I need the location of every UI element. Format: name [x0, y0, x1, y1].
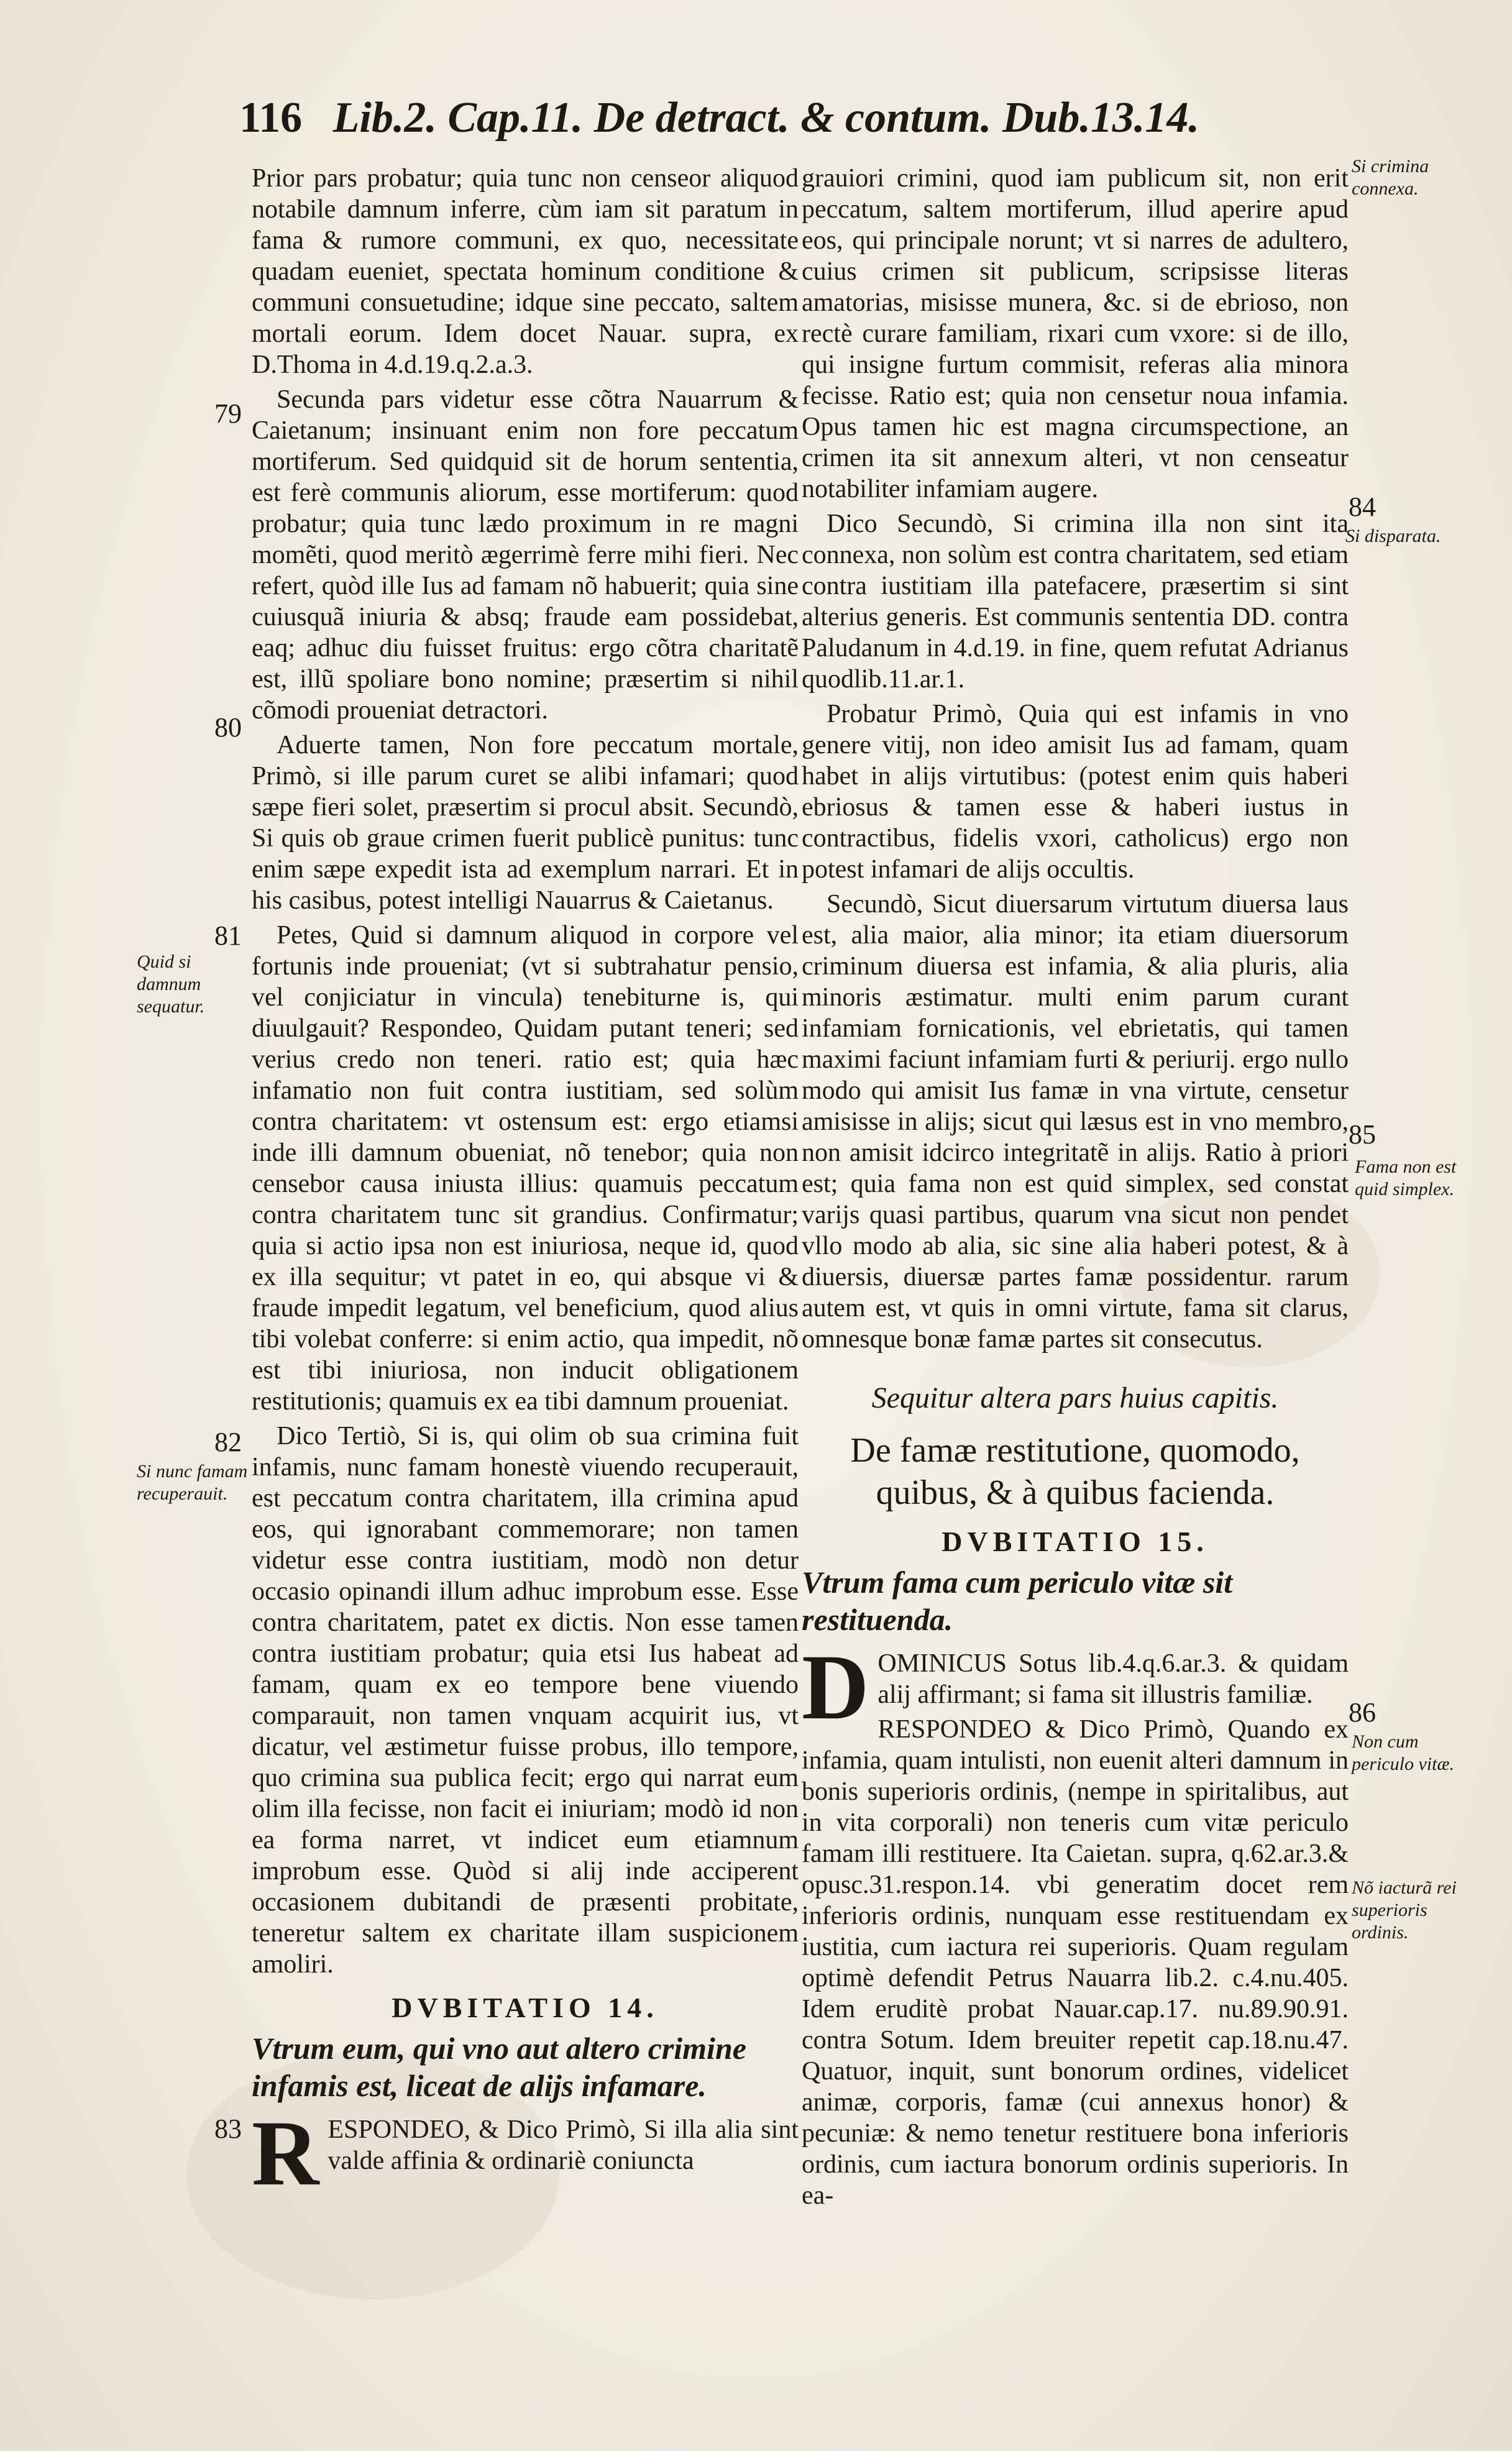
paragraph: Probatur Primò, Quia qui est infamis in vno genere vitij, non ideo amisit Ius ad famam, quam habet in alijs virtutibus: (potest enim quis haberi ebriosus & tamen esse & haberi iustus in contractibus, fidelis vxori, catholicus) ergo non potest infamari de alijs occultis.	[802, 700, 1349, 884]
page-number: 116	[239, 94, 303, 142]
opening-text: ESPONDEO, & Dico Primò, Si illa alia sint valde affinia & ordinariè coniuncta	[328, 2115, 799, 2175]
dubitatio-15-question: Vtrum fama cum periculo vitæ sit restituenda.	[802, 1565, 1233, 1637]
paragraph: Petes, Quid si damnum aliquod in corpore vel fortunis inde proueniat; (vt si subtrahatur pensio, vel conjiciatur in vincula) tenebiturne is, qui diuulgauit? Respondeo, Quidam putant teneri; sed verius credo non teneri. ratio est; quia hæc infamatio non fuit contra iustitiam, sed solùm contra charitatem: vt ostensum est: ergo etiamsi inde illi damnum obueniat, nõ tenebor; quia non censebor causa iniusta illius: quamuis peccatum contra charitatem tunc sit grandius. Confirmatur; quia si actio ipsa non est iniuriosa, neque id, quod ex illa sequitur; vt patet in eo, qui absque vi & fraude impedit legatum, vel beneficium, quod alius tibi volebat conferre: si enim actio, qua impedit, nõ est tibi iniuriosa, non inducit obligationem restitutionis; quamuis ex ea tibi damnum proueniat.	[252, 921, 799, 1416]
dubitatio-14-question: Vtrum eum, qui vno aut altero crimine infamis est, liceat de alijs infamare.	[252, 2031, 746, 2103]
margin-note: Non cum periculo vitæ.	[1352, 1731, 1454, 1774]
dubitatio-14-opening	[252, 2102, 799, 2205]
margin-note: Si crimina connexa.	[1352, 156, 1429, 199]
running-title: Lib.2. Cap.11. De detract. & contum. Dub.13.14.	[332, 94, 1199, 142]
paragraph: grauiori crimini, quod iam publicum sit, non erit peccatum, saltem mortiferum, illud aperire apud eos, qui principale norunt; vt si narres de adultero, cuius crimen sit publicum, scripsisse literas amatorias, misisse munera, &c. si de ebrioso, non rectè curare familiam, rixari cum vxore: si de illo, qui insigne furtum commisit, referas alia minora fecisse. Ratio est; quia non censetur noua infamia. Opus tamen hic est magna circumspectione, an crimen ita sit annexum alteri, vt non censeatur notabiliter infamiam augere.	[802, 164, 1349, 503]
margin-number: 83	[214, 2114, 242, 2144]
margin-note: Si disparata.	[1345, 526, 1441, 546]
drop-cap: R	[252, 2102, 319, 2205]
running-header	[239, 93, 1271, 149]
dubitatio-15-opening	[802, 1636, 1349, 1739]
margin-note: Si nunc famam recuperauit.	[137, 1461, 248, 1504]
margin-number: 85	[1349, 1119, 1376, 1150]
left-column	[252, 163, 799, 2205]
paragraph: Secunda pars videtur esse cõtra Nauarrum & Caietanum; insinuant enim non fore peccatum mortiferum. Sed quidquid sit de horum sententia, est ferè communis aliorum, esse mortiferum: quod probatur; quia tunc lædo proximum in re magni momẽti, quod meritò ægerrimè ferre mihi fieri. Nec refert, quòd ille Ius ad famam nõ habuerit; quia sine cuiusquã iniuria & absq; fraude eam possidebat, eaq; adhuc diu fuisset fruitus: ergo cõtra charitatẽ est, illũ spoliare bono nomine; præsertim si nihil cõmodi proueniat detractori.	[252, 385, 799, 725]
dubitatio-14-title: DVBITATIO 14.	[392, 1992, 659, 2023]
margin-note: Quid si damnum sequatur.	[137, 951, 205, 1017]
margin-number: 82	[214, 1427, 242, 1457]
right-column	[802, 163, 1349, 2210]
paragraph: Aduerte tamen, Non fore peccatum mortale, Primò, si ille parum curet se alibi infamari; quod sæpe fieri solet, præsertim si procul absit. Secundò, Si quis ob graue crimen fuerit publicè punitus: tunc enim sæpe expedit ista ad exemplum narrari. Et in his casibus, potest intelligi Nauarrus & Caietanus.	[252, 731, 799, 915]
paragraph: Prior pars probatur; quia tunc non censeor aliquod notabile damnum inferre, cùm iam sit paratum in fama & rumore communi, ex quo, necessitate quadam eueniet, spectata hominum conditione & communi consuetudine; idque sine peccato, saltem mortali eorum. Idem docet Nauar. supra, ex D.Thoma in 4.d.19.q.2.a.3.	[252, 164, 799, 379]
paragraph: Dico Tertiò, Si is, qui olim ob sua crimina fuit infamis, nunc famam honestè viuendo recuperauit, est peccatum contra charitatem, illa crimina apud eos, qui ignorabant commemorare; non tamen videtur esse contra iustitiam, modò non detur occasio opinandi illum adhuc improbum esse. Esse contra charitatem, patet ex dictis. Non esse tamen contra iustitiam probatur; quia etsi Ius habeat ad famam, quam ex eo tempore bene viuendo comparauit, non tamen vnquam acquirit ius, vt dicatur, vel æstimetur fuisse probus, illo tempore, quo crimina sua publica fecit; ergo qui narrat eum olim illa fecisse, non facit ei iniuriam; modò id non ea forma narret, vt indicet eum etiamnum improbum esse. Quòd si alij inde acciperent occasionem dubitandi de præsenti probitate, teneretur saltem ex charitate illam suspicionem amoliri.	[252, 1422, 799, 1979]
paragraph: Dico Secundò, Si crimina illa non sint ita connexa, non solùm est contra charitatem, sed etiam contra iustitiam illa patefacere, præsertim si sint alterius generis. Est communis sententia DD. contra Paludanum in 4.d.19. in fine, quem refutat Adrianus quodlib.11.ar.1.	[802, 510, 1349, 694]
margin-number: 86	[1349, 1697, 1376, 1728]
dubitatio-15-title: DVBITATIO 15.	[942, 1526, 1209, 1557]
margin-number: 80	[214, 712, 242, 743]
section-title: Sequitur altera pars huius capitis.	[871, 1381, 1279, 1414]
paragraph: RESPONDEO & Dico Primò, Quando ex infamia, quam intulisti, non euenit alteri damnum in bonis superioris ordinis, (nempe in spiritalibus, aut in vita corporali) non teneris cum vitæ periculo famam illi restituere. Ita Caietan. supra, q.62.ar.3.& opusc.31.respon.14. vbi generatim docet rem inferioris ordinis, nunquam esse restituendam ex iustitia, cum iactura rei superioris. Quam regulam optimè defendit Petrus Nauarra lib.2. c.4.nu.405. Idem eruditè probat Nauar.cap.17. nu.89.90.91. contra Sotum. Idem breuiter repetit cap.18.nu.47. Quatuor, inquit, sunt bonorum ordines, videlicet animæ, corporis, famæ (cui annexus honor) & pecuniæ: & nemo tenetur restituere bona inferioris ordinis, cum iactura bonorum ordinis superioris. In ea-	[802, 1715, 1349, 2210]
margin-number: 79	[214, 398, 242, 429]
margin-note: Nõ iacturã rei superioris ordinis.	[1352, 1877, 1457, 1943]
section-subtitle: De famæ restitutione, quomodo, quibus, & à quibus facienda.	[850, 1431, 1300, 1512]
paragraph: Secundò, Sicut diuersarum virtutum diuersa laus est, alia maior, alia minor; ita etiam diuersorum criminum diuersa est infamia, & alia pluris, alia minoris æstimatur. multi enim parum curant infamiam fornicationis, vel ebrietatis, qui tamen maximi faciunt infamiam furti & periurij. ergo nullo modo qui amisit Ius famæ in vna virtute, censetur amisisse in alijs; sicut qui læsus est in vno membro, non amisit idcirco integritatẽ in alijs. Ratio à priori est; quia fama non est quid simplex, sed constat varijs quasi partibus, quarum vna sicut non pendet vllo modo ab alia, sic sine alia haberi potest, & à diuersis, diuersæ partes famæ possidentur. rarum autem est, vt quis in omni virtute, fama sit clarus, omnesque bonæ famæ partes sit consecutus.	[802, 890, 1349, 1354]
margin-number: 84	[1349, 492, 1376, 522]
opening-text: OMINICUS Sotus lib.4.q.6.ar.3. & quidam alij affirmant; si fama sit illustris familiæ.	[877, 1649, 1349, 1709]
drop-cap: D	[802, 1636, 869, 1739]
margin-number: 81	[214, 920, 242, 951]
margin-note: Fama non est quid simplex.	[1355, 1157, 1457, 1199]
